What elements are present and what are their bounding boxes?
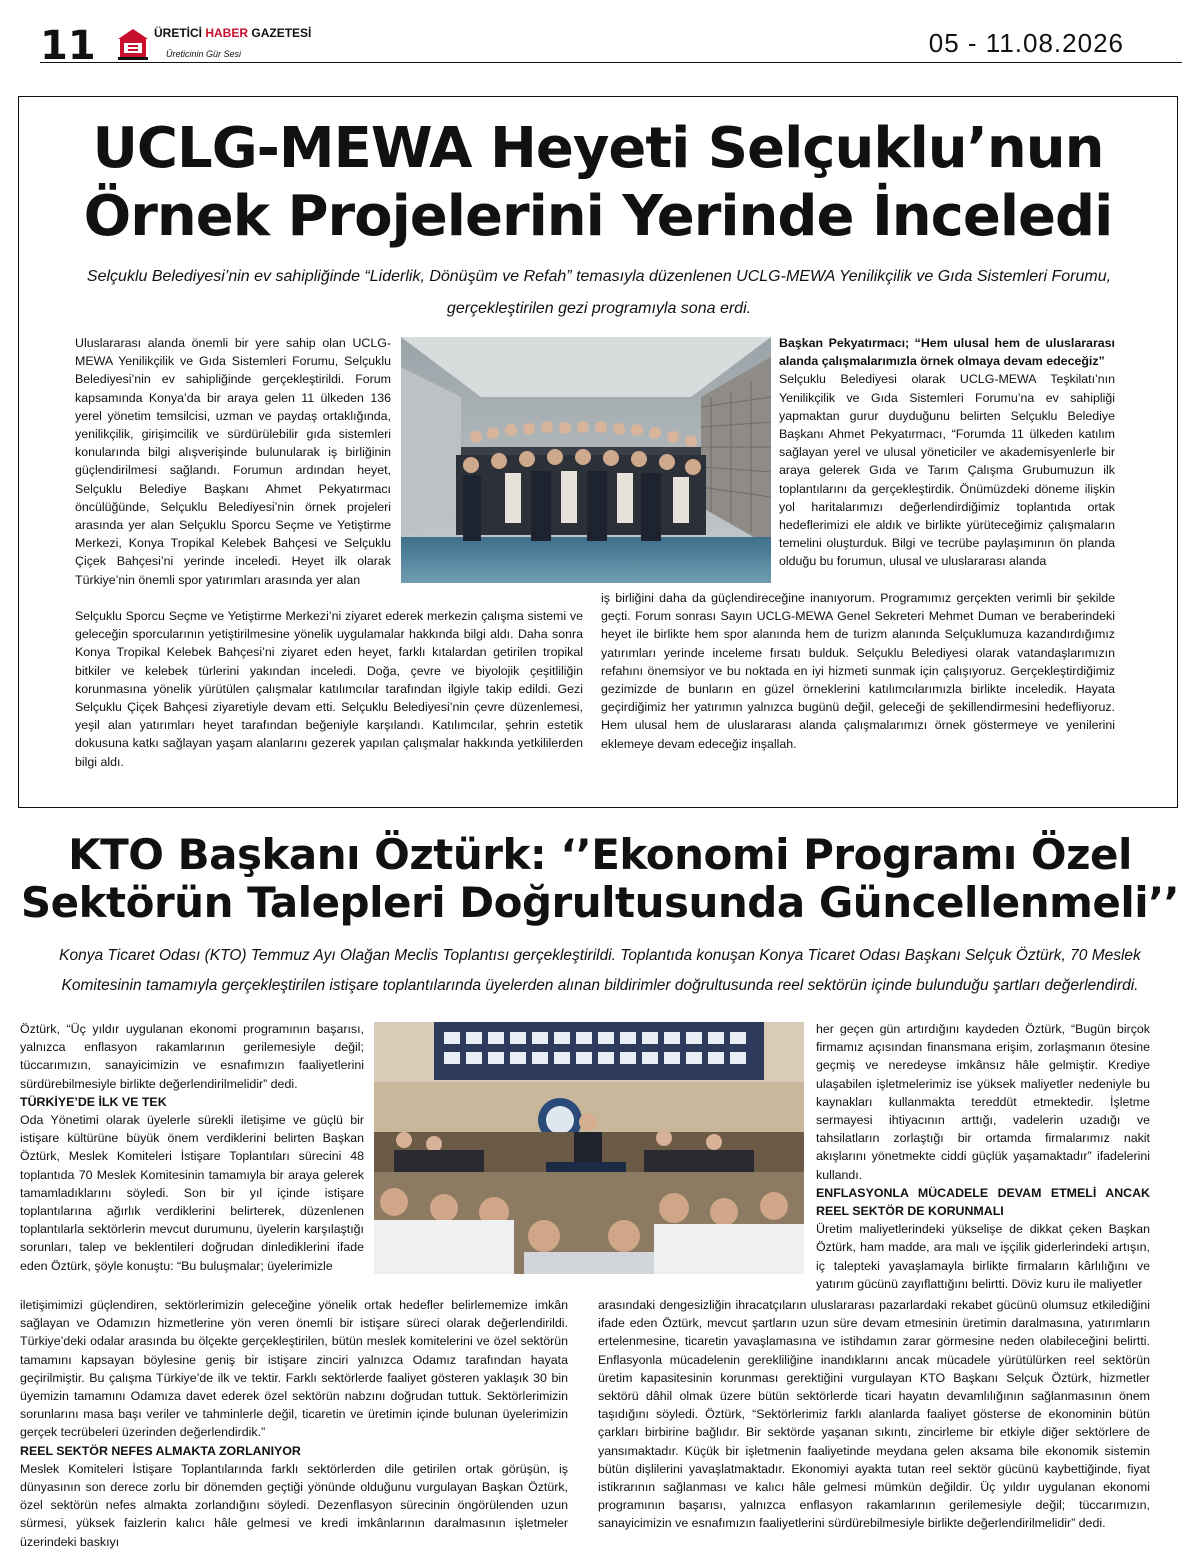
paper-name-part-1: ÜRETİCİ [154, 26, 202, 40]
article-1-column-left: Uluslararası alanda önemli bir yere sahip olan UCLG-MEWA Yenilikçilik ve Gıda Sistemleri Forumu, Selçuklu Belediyesi’nin ev sahipliğinde gerçekleştirildi. Forum kapsamında Konya’da bir araya gelen 11 ülkeden 136 yerel yönetim temsilcisi, uzman ve paydaş ortaklığında, yenilikçilik, girişimcilik ve sürdürülebilir gıda sistemleri konularında bilgi alışverişinde bulunularak iş birliğinin güçlendirilmesi sağlandı. Forumun ardından heyet, Selçuklu Belediye Başkanı Ahmet Pekyatırmacı öncülüğünde, Selçuklu Belediyesi’nin örnek projeleri arasında yer alan Selçuklu Sporcu Seçme ve Yetiştirme Merkezi, Konya Tropikal Kelebek Bahçesi ve Selçuklu Çiçek Bahçesi’ni yerinde inceledi. Heyet ilk olarak Türkiye’nin önemli spor yatırımları arasında yer alan [75, 336, 391, 587]
article-1-headline-line-2: Örnek Projelerini Yerinde İnceledi [83, 184, 1113, 249]
page-header [18, 18, 1182, 69]
article-2-subhead-2: REEL SEKTÖR NEFES ALMAKTA ZORLANIYOR [20, 1443, 301, 1458]
article-2-subhead-3: ENFLASYONLA MÜCADELE DEVAM ETMELİ ANCAK REEL SEKTÖR DE KORUNMALI [816, 1185, 1150, 1219]
article-1-headline-line-1: UCLG-MEWA Heyeti Selçuklu’nun [92, 116, 1104, 181]
article-1-group-photo [401, 337, 771, 583]
article-1-deck-line-2: gerçekleştirilen gezi programıyla sona erdi. [446, 300, 752, 317]
article-1-box [18, 96, 1178, 808]
paper-name-part-3: GAZETESİ [251, 26, 312, 40]
article-1-deck-line-1: Selçuklu Belediyesi’nin ev sahipliğinde “Liderlik, Dönüşüm ve Refah” temasıyla düzenlenen UCLG-MEWA Yenilikçilik ve Gıda Sistemleri Forumu, [86, 268, 1112, 285]
issue-date: 05 - 11.08.2026 [928, 28, 1124, 58]
article-2-column-left: Öztürk, “Üç yıldır uygulanan ekonomi programının başarısı, yalnızca enflasyon rakamlarının gerilemesiyle değil; tüccarımızın, sanayicimizin ve esnafımızın faaliyetlerini sürdürebilmesiyle birlikte değerlendirilmelidir” dedi. TÜRKİYE’DE İLK VE TEK Oda Yönetimi olarak üyelerle sürekli iletişime ve güçlü bir istişare kültürüne büyük önem verdiklerini belirten Başkan Öztürk, Meslek Komiteleri İstişare Toplantıları sürecini 48 toplantıda 70 Meslek Komitesinin tamamıyla bir araya gelerek tamamladıklarını söyledi. Son bir yıl içinde istişare toplantılarına ağırlık verdiklerini belirterek, düzenlenen toplantılarla sektörlerin mevcut durumunu, üyelerin karşılaştığı sorunları, talep ve beklentileri doğrudan dinlediklerini ifade eden Öztürk, şöyle konuştu: “Bu buluşmalar; üyelerimizle [20, 1022, 364, 1273]
header-rule [40, 62, 1182, 63]
article-2-subhead-1: TÜRKİYE’DE İLK VE TEK [20, 1094, 167, 1109]
article-2-deck-line-2: Komitesinin tamamıyla gerçekleştirilen istişare toplantılarında üyelerden alınan bildirimler doğrultusunda reel sektörün içinde bulunduğu şartları değerlendirdi. [61, 977, 1139, 994]
article-2-column-right: her geçen gün artırdığını kaydeden Öztürk, “Bugün birçok firmamız açısından finansmana erişim, zorlaşmanın ötesine geçmiş ve neredeyse imkânsız hâle gelmiştir. Krediye ulaşabilen işletmelerimiz ise yüksek maliyetler nedeniyle bu kaynakları kullanmakta tereddüt etmektedir. İşletme sermayesi ihtiyacının arttığı, vadelerin uzadığı ve tahsilatların zorlaştığı bir ortamda firmalarımız nakit akışlarını yönetmekte ciddi güçlük yaşamaktadır” ifadelerini kullandı. ENFLASYONLA MÜCADELE DEVAM ETMELİ ANCAK REEL SEKTÖR DE KORUNMALI Üretim maliyetlerindeki yükselişe de dikkat çeken Başkan Öztürk, ham madde, ara malı ve işçilik giderlerindeki artışın, iç talepteki yavaşlamayla birlikte firmaların kârlılığını ve yatırım gücünü zayıflattığını belirtti. Döviz kuru ile maliyetler [816, 1022, 1150, 1291]
article-2-column-right-wide: arasındaki dengesizliğin ihracatçıların uluslararası pazarlardaki rekabet gücünü olumsuz etkilediğini ifade eden Öztürk, mevcut şartların uzun süre devam etmesinin üretimin daralmasına, yatırımların ertelenmesine, ticaretin yavaşlamasına ve istihdamın zarar görmesine neden olabileceğini belirtti. Enflasyonla mücadelenin gerekliliğine inandıklarını ancak mücadele yürütülürken reel sektörün üretim kapasitesinin korunması gerektiğini vurgulayan KTO Başkanı Selçuk Öztürk, hizmetler sektörü dâhil olmak üzere bütün sektörlerde ticari hayatın devamlılığının sağlanmasının önem taşıdığını söyledi. Öztürk, “Sektörlerimiz farklı alanlarda faaliyet gösterse de ekonominin bütün çarkları birbirine bağlıdır. Bir sektörde yaşanan sıkıntı, zincirleme bir etkiyle diğer sektörlere de yansımaktadır. Küçük bir işletmenin faaliyetinde meydana gelen aksama bile ekonomik sistemin bütün dişlilerini yavaşlatmaktadır. Ekonomiyi ayakta tutan reel sektör gücünü kaybettiğinde, fiyat istikrarının sağlanması ve kalıcı hâle gelmesi mümkün değildir. Üç yıldır uygulanan ekonomi programının başarısı, yalnızca enflasyon rakamlarının gerilemesiyle değil; tüccarımızın, sanayicimizin ve esnafımızın faaliyetlerini sürdürebilmesiyle birlikte değerlendirilmelidir” dedi. [598, 1298, 1150, 1531]
page-number: 11 [40, 23, 96, 69]
article-2-headline-line-2: Sektörün Talepleri Doğrultusunda Güncellenmeli’’ [20, 878, 1180, 927]
article-1-column-right-wide: iş birliğini daha da güçlendireceğine inanıyorum. Programımız gerçekten verimli bir şekilde geçti. Forum sonrası Sayın UCLG-MEWA Genel Sekreteri Mehmet Duman ve beraberindeki heyet ile birlikte hem spor alanında hem de turizm alanında Selçuklumuza kazandırdığımız yatırımları yerinde inceleme fırsatı bulduk. Selçuklu Belediyesi olarak vatandaşlarımızın refahını önemsiyor ve bu noktada en iyi hizmeti sunmak için çalışıyoruz. Gerçekleştirdiğimiz gezimizde de bunların en güzel örneklerini katılımcılarımızla birlikte inceledik. Hayata geçirdiğimiz her yatırımın yalnızca bugünü değil, geleceği de şekillendirmesini hedefliyoruz. Hem ulusal hem de uluslararası alanda çalışmalarımızı örnek göstermeye ve yenilerini eklemeye devam edeceğiz inşallah. [601, 591, 1115, 751]
article-1-column-left-wide: Selçuklu Sporcu Seçme ve Yetiştirme Merkezi’ni ziyaret ederek merkezin çalışma sistemi ve geleceğin sporcularının yetiştirilmesine yönelik uygulamalar hakkında bilgi aldı. Daha sonra Konya Tropikal Kelebek Bahçesi’ni ziyaret eden heyet, farklı kıtalardan getirilen tropikal bitkiler ve kelebek türlerini yakından inceledi. Doğa, çevre ve biyolojik çeşitliliğin korunmasına yönelik yürütülen çalışmalar katılımcılar tarafından ilgiyle takip edildi. Gezi Selçuklu Çiçek Bahçesi ziyaretiyle devam etti. Selçuklu Belediyesi’nin çevre düzenlemesi, yeşil alan yatırımları heyet tarafından beğeniyle karşılandı. Katılımcılar, şehrin estetik dokusuna katkı sağlayan yaşam alanlarını gezerek yapılan çalışmalar hakkında yetkililerden bilgi aldı. [75, 609, 583, 769]
article-1-subhead: Başkan Pekyatırmacı; “Hem ulusal hem de uluslararası alanda çalışmalarımızla örnek olmaya devam edeceğiz” [779, 336, 1115, 369]
article-1-column-right: Başkan Pekyatırmacı; “Hem ulusal hem de uluslararası alanda çalışmalarımızla örnek olmaya devam edeceğiz” Selçuklu Belediyesi olarak UCLG-MEWA Teşkilatı’nın Yenilikçilik ve Gıda Sistemleri Forumu’na ev sahipliği yapmaktan gurur duyduğunu belirten Selçuklu Belediye Başkanı Ahmet Pekyatırmacı, “Forumda 11 ülkeden katılım sağlayan yerel ve ulusal yöneticiler ve akademisyenlerle bir araya gelerek Gıda ve Tarım Çalışma Grubumuzun ilk toplantılarını da gerçekleştirdik. Önümüzdeki döneme ilişkin yol haritalarımızı değerlendirdiğimiz toplantıda ortak hedeflerimizi ele aldık ve birlikte yürüteceğimiz çalışmaların temelini oluşturduk. Bilgi ve tecrübe paylaşımının ön planda olduğu bu forumun, ulusal ve uluslararası alanda [779, 336, 1115, 569]
article-2-deck-line-1: Konya Ticaret Odası (KTO) Temmuz Ayı Olağan Meclis Toplantısı gerçekleştirildi. Toplantıda konuşan Konya Ticaret Odası Başkanı Selçuk Öztürk, 70 Meslek [59, 947, 1141, 964]
paper-name-part-2: HABER [205, 26, 249, 40]
article-2-headline-line-1: KTO Başkanı Öztürk: ‘’Ekonomi Programı Özel [68, 830, 1132, 879]
paper-name [154, 26, 311, 40]
paper-tagline: Üreticinin Gür Sesi [166, 49, 242, 59]
article-2-meeting-photo [374, 1022, 804, 1274]
article-2-column-left-wide: iletişimimizi güçlendiren, sektörlerimizin geleceğine yönelik ortak hedefler belirlememize imkân sağlayan ve Odamızın hizmetlerine yön veren önemli bir istişare süreci olarak değerlendirildi. Türkiye’deki odalar arasında bu ölçekte gerçekleştirilen, bütün meslek komitelerini ve özel sektörün tamamını kapsayan böylesine geniş bir istişare zinciri yalnızca Odamız tarafından hayata geçirilmiştir. Bu çalışma Türkiye’de ilk ve tektir. Farklı sektörlerde faaliyet gösteren yaklaşık 30 bin üyemizin tamamını Odamıza davet ederek özel sektörün nabzını doğrudan tuttuk. Sektörlerimizin sorunlarını masa başı veriler ve tahminlerle değil, ticaretin ve üretimin içinde bulunan üyelerimizin gerçek tecrübeleri üzerinden değerlendirdik.” REEL SEKTÖR NEFES ALMAKTA ZORLANIYOR Meslek Komiteleri İstişare Toplantılarında farklı sektörlerden dile getirilen ortak görüşün, iş dünyasının son derece zorlu bir dönemden geçtiği yönünde olduğunu vurgulayan Başkan Öztürk, özel sektörün nefes almakta zorlandığını söyledi. Dezenflasyon sürecinin öngörülenden uzun sürmesi, yüksek faizlerin kalıcı hâle gelmesi ve kredi imkânlarının daralmasının işletmeler üzerindeki baskıyı [20, 1298, 568, 1549]
newspaper-logo-icon [118, 27, 148, 61]
